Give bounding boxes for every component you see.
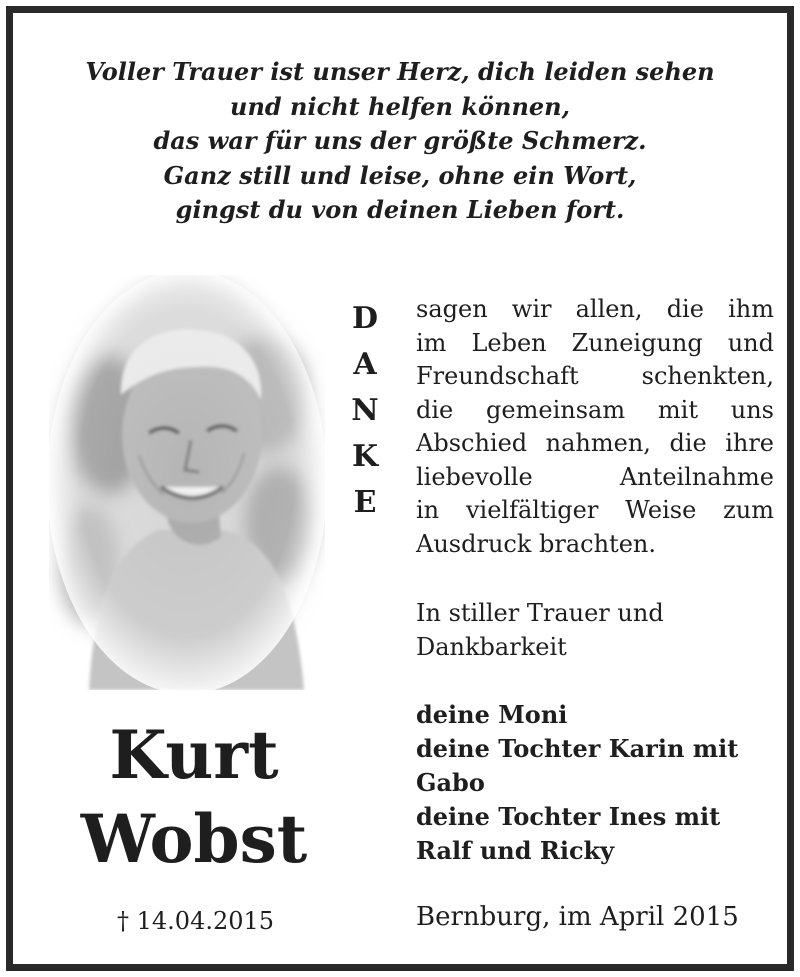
word: ihm xyxy=(728,295,774,323)
word: allen, xyxy=(575,295,643,323)
word: im xyxy=(416,328,447,357)
word: zum xyxy=(723,496,774,524)
portrait-photo xyxy=(49,275,325,690)
danke-letter: D xyxy=(351,301,378,336)
poem-line: und nicht helfen können, xyxy=(230,91,570,121)
word: in xyxy=(416,496,440,524)
poem-line: Voller Trauer ist unser Herz, dich leiden sehen xyxy=(85,57,715,86)
word: sagen xyxy=(416,295,488,323)
word: Freundschaft xyxy=(416,362,579,390)
word: die xyxy=(666,295,704,323)
death-date: † 14.04.2015 xyxy=(117,907,275,935)
danke-letter: A xyxy=(353,347,377,382)
danke-letter: N xyxy=(351,393,379,428)
family-line: deine Tochter Karin mit xyxy=(416,734,739,763)
obituary-frame xyxy=(6,6,794,971)
thanks-text xyxy=(416,293,774,561)
family-line: Ralf und Ricky xyxy=(416,836,615,865)
word: gemeinsam xyxy=(486,395,626,424)
poem-line: Ganz still und leise, ohne ein Wort, xyxy=(163,160,637,190)
word: uns xyxy=(730,395,774,424)
word: mit xyxy=(657,395,698,424)
word: schenkten, xyxy=(641,362,774,390)
word: Anteilnahme xyxy=(619,462,774,491)
thanks-line xyxy=(416,394,774,428)
mourning-line: Dankbarkeit xyxy=(416,632,567,661)
mourning-text xyxy=(416,597,776,664)
thanks-line xyxy=(416,461,774,495)
family-line: deine Moni xyxy=(416,700,568,729)
word: Leben xyxy=(471,328,547,357)
first-name: Kurt xyxy=(109,716,279,794)
word: und xyxy=(727,328,774,357)
last-name: Wobst xyxy=(80,800,308,878)
family-line: deine Tochter Ines mit xyxy=(416,802,721,831)
place-date: Bernburg, im April 2015 xyxy=(416,902,739,932)
word: liebevolle xyxy=(416,462,533,491)
word: Zuneigung xyxy=(571,328,703,357)
word: die xyxy=(416,395,454,424)
danke-vertical xyxy=(335,296,395,526)
thanks-line xyxy=(416,494,774,528)
thanks-line xyxy=(416,293,774,327)
danke-letter: E xyxy=(353,485,377,520)
word: ihre xyxy=(725,429,774,457)
poem-line: gingst du von deinen Lieben fort. xyxy=(175,195,625,224)
word: wir xyxy=(511,295,552,323)
thanks-line xyxy=(416,327,774,361)
family-line: Gabo xyxy=(416,768,485,797)
danke-letter: K xyxy=(351,439,379,474)
word: die xyxy=(669,429,707,457)
word: Weise xyxy=(625,496,697,524)
poem-line: das war für uns der größte Schmerz. xyxy=(153,126,647,155)
mourning-line: In stiller Trauer und xyxy=(416,599,664,627)
word: Abschied xyxy=(416,429,528,457)
thanks-line xyxy=(416,427,774,461)
thanks-line xyxy=(416,360,774,394)
family-signatures xyxy=(416,698,776,868)
word: Ausdruck brachten. xyxy=(416,529,656,558)
poem xyxy=(13,55,787,228)
thanks-line xyxy=(416,528,774,562)
deceased-name xyxy=(49,713,339,881)
word: nahmen, xyxy=(545,429,651,457)
word: vielfältiger xyxy=(465,496,599,524)
